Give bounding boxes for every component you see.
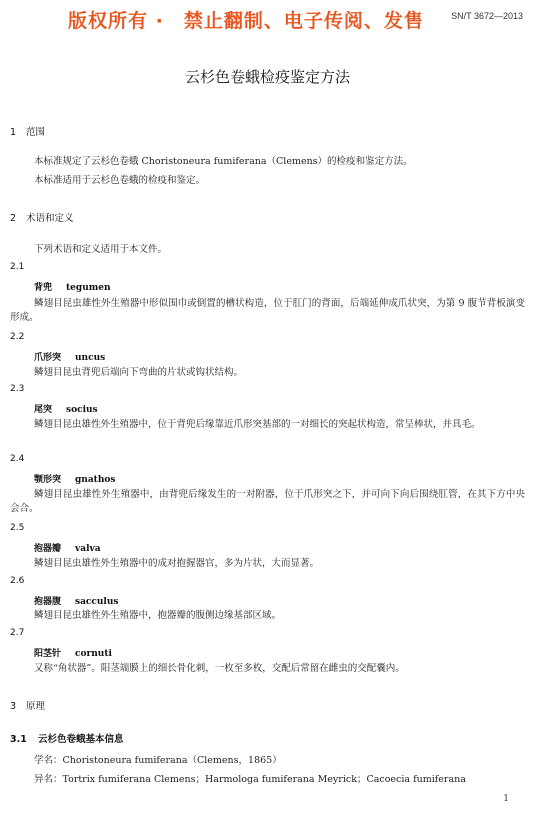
term-zh: 抱器瓣 [34,544,62,554]
section-number: 3.1 [10,734,27,745]
term-definition: 鳞翅目昆虫雄性外生殖器中，由背兜后缘发生的一对附器，位于爪形突之下，并可向下向后围绕肛管，在其下方中央会合。 [10,489,525,514]
term-zh: 抱器腹 [34,597,62,607]
term-en: valva [75,544,101,554]
term-en: socius [66,405,98,415]
terms-intro: 下列术语和定义适用于本文件。 [34,244,168,255]
term-zh: 阳茎针 [34,649,62,659]
term-zh: 背兜 [34,283,53,293]
term-definition: 鳞翅目昆虫雄性外生殖器中的成对抱握器官，多为片状，大而显著。 [34,558,320,569]
section-title: 术语和定义 [26,213,74,224]
term-heading [34,280,111,293]
term-definition: 又称“角状器”。阳茎端膜上的细长骨化刺，一枚至多枚，交配后常留在雌虫的交配囊内。 [34,663,405,674]
clause-number: 2.5 [10,523,25,533]
copyright-watermark: 版权所有 · 禁止翻制、电子传阅、发售 [68,10,424,32]
clause-number: 2.1 [10,262,25,272]
term-en: gnathos [75,475,116,485]
term-zh: 爪形突 [34,353,62,363]
document-title: 云杉色卷蛾检疫鉴定方法 [184,68,350,86]
clause-number: 2.6 [10,576,25,586]
term-heading [34,350,105,363]
section-title: 原理 [26,701,46,712]
section-3-heading [10,698,45,712]
section-number: 1 [10,127,17,138]
term-en: uncus [75,353,106,363]
section-title: 范围 [26,127,46,138]
clause-number: 2.7 [10,628,25,638]
scope-paragraph-1: 本标准规定了云杉色卷蛾 Choristoneura fumiferana（Clemens）的检疫和鉴定方法。 [34,156,413,167]
scientific-name: 学名：Choristoneura fumiferana（Clemens，1865） [34,755,282,766]
section-number: 3 [10,701,17,712]
section-number: 2 [10,213,17,224]
term-en: tegumen [66,283,111,293]
term-heading [34,541,101,554]
term-heading [34,472,115,485]
clause-number: 2.4 [10,454,25,464]
term-heading [34,646,112,659]
section-2-heading [10,210,74,224]
page-number: 1 [503,794,509,804]
standard-number: SN/T 3672—2013 [451,11,523,21]
term-definition: 鳞翅目昆虫雄性外生殖器中，位于背兜后缘靠近爪形突基部的一对细长的突起状构造，常呈棒状，并具毛。 [34,419,481,430]
clause-number: 2.3 [10,384,25,394]
term-zh: 颚形突 [34,475,62,485]
section-1-heading [10,124,45,138]
term-definition: 鳞翅目昆虫背兜后端向下弯曲的片状或钩状结构。 [34,367,244,378]
clause-number: 2.2 [10,332,25,342]
scope-paragraph-2: 本标准适用于云杉色卷蛾的检疫和鉴定。 [34,175,206,186]
term-en: cornuti [75,649,112,659]
section-3-1-heading [10,731,124,745]
synonyms: 异名：Tortrix fumiferana Clemens；Harmologa fumiferana Meyrick；Cacoecia fumiferana [34,774,466,785]
term-en: sacculus [75,597,119,607]
section-title: 云杉色卷蛾基本信息 [38,734,124,745]
term-heading [34,594,118,607]
term-definition: 鳞翅目昆虫雄性外生殖器中形似围巾或倒置的槽状构造，位于肛门的背面，后端延伸成爪状突，为第 9 腹节背板演变形成。 [10,298,525,323]
term-heading [34,402,98,415]
term-definition: 鳞翅目昆虫雄性外生殖器中，抱器瓣的腹侧边缘基部区域。 [34,610,282,621]
term-zh: 尾突 [34,405,53,415]
